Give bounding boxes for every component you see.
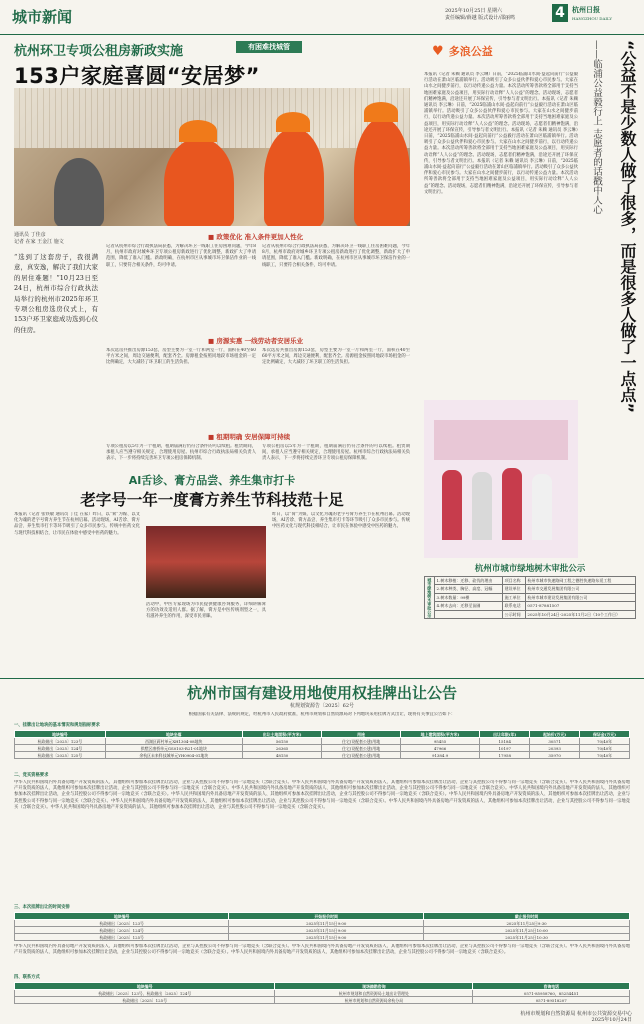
land-notice-footer: 杭州市规划和自然资源局 杭州市公共资源交易中心 2025年10月24日 bbox=[520, 1011, 632, 1023]
table-header: 出让年限(年) bbox=[480, 731, 530, 738]
table-header: 用途 bbox=[322, 731, 400, 738]
section-title: 城市新闻 bbox=[12, 8, 73, 26]
tree-notice-table bbox=[424, 576, 636, 619]
story1-tag: 有困难找城管 bbox=[236, 41, 302, 53]
story1-subhead-2: ■ 房源实惠 一线劳动者安居乐业 bbox=[208, 337, 304, 345]
table-cell: 施工单位 bbox=[503, 593, 526, 601]
story2-kicker: AI舌诊、膏方品尝、养生集市打卡 bbox=[128, 474, 296, 487]
table-cell: 4.树木去向：迁移至苗圃 bbox=[435, 602, 503, 610]
land-notice-number: 杭规划资源告〔2025〕62号 bbox=[289, 703, 355, 709]
sidebar-photo bbox=[424, 400, 578, 558]
table-cell: 建设单位 bbox=[503, 585, 526, 593]
table-header: 咨询电话 bbox=[473, 983, 630, 990]
table-header: 地块编号 bbox=[15, 913, 229, 920]
story1-para-1b: 记者从杭州市综合行政执法局获悉，为解决环卫一线职工住房困难问题，今年8月，杭州市政府对城乡环卫专项公租房新政进行了优化调整，新政扩大了申请范围，降低了准入门槛。新政明确，在杭州市区从事城市环卫保洁作业的一线职工，只要符合相关条件，均可申请。 bbox=[262, 244, 410, 268]
paper-domain: HANGZHOU DAILY bbox=[572, 16, 612, 21]
story2-para-2: 活动中，中医专家现场为市民提供健康咨询服务，详细讲解膏方的功效及适用人群。据了解，膏方是中医传统剂型之一，具有滋补养生的作用，深受市民青睐。 bbox=[146, 602, 266, 620]
heart-icon: ♥ bbox=[432, 44, 444, 59]
charity-logo bbox=[432, 40, 542, 58]
table-row: 杭政储出〔2025〕124号 2025年11月15日9:00 2025年11月25日10:00 bbox=[15, 927, 630, 934]
page-number: 4 bbox=[552, 4, 568, 22]
table-row: 杭政储出〔2025〕125号 杭州市规划和自然资源局余杭分局 0571-89518207 bbox=[15, 997, 630, 1004]
sidebar-vertical-subtitle: ——临浦公益毅行上 志愿者的话戳中人心 bbox=[591, 40, 602, 215]
story1-lead: “选到了这套房子，我很满意，真安逸，解决了我们大家的居住难题！”10月23日至24日，杭州市综合行政执法局举行的杭州市2025年环卫专项公租房选房仪式上，有153户环卫家庭成功选到心仪的住房。 bbox=[14, 253, 98, 334]
table-header: 地块编号 bbox=[15, 983, 275, 990]
table-cell: 2.树木种类、胸径、高度、冠幅 bbox=[435, 585, 503, 593]
land-sec-2: 二、竞买资格要求 bbox=[14, 773, 49, 778]
sidebar-article: 本报讯（记者 朱赖 通讯员 李云琳）日前，“2025临浦山水间·益起向前行”公益毅行活动在萧山区临浦镇举行。活动吸引了众多公益伙伴和爱心市民参与。大家在山水之间健步前行，以行动传递公益力量。本次活动所筹善款将全部用于支持当地困难家庭及公益项目，用实际行动诠释“人人公益”的理念。活动现场，志愿者们精神饱满，沿途还开展了环保宣传，引导参与者文明出行。本报讯（记者 朱赖 通讯员 李云琳）日前，“2025临浦山水间·益起向前行”公益毅行活动在萧山区临浦镇举行。活动吸引了众多公益伙伴和爱心市民参与。大家在山水之间健步前行，以行动传递公益力量。本次活动所筹善款将全部用于支持当地困难家庭及公益项目，用实际行动诠释“人人公益”的理念。活动现场，志愿者们精神饱满，沿途还开展了环保宣传，引导参与者文明出行。本报讯（记者 朱赖 通讯员 李云琳）日前，“2025临浦山水间·益起向前行”公益毅行活动在萧山区临浦镇举行。活动吸引了众多公益伙伴和爱心市民参与。大家在山水之间健步前行，以行动传递公益力量。本次活动所筹善款将全部用于支持当地困难家庭及公益项目，用实际行动诠释“人人公益”的理念。活动现场，志愿者们精神饱满，沿途还开展了环保宣传，引导参与者文明出行。本报讯（记者 朱赖 通讯员 李云琳）日前，“2025临浦山水间·益起向前行”公益毅行活动在萧山区临浦镇举行。活动吸引了众多公益伙伴和爱心市民参与。大家在山水之间健步前行，以行动传递公益力量。本次活动所筹善款将全部用于支持当地困难家庭及公益项目，用实际行动诠释“人人公益”的理念。活动现场，志愿者们精神饱满，沿途还开展了环保宣传，引导参与者文明出行。 bbox=[424, 72, 578, 195]
table-header: 开始报价时间 bbox=[229, 913, 424, 920]
land-table-4 bbox=[14, 982, 630, 1004]
table-header: 起始价(万元) bbox=[530, 731, 580, 738]
table-cell: 公示时间 bbox=[503, 610, 526, 618]
land-table-3 bbox=[14, 912, 630, 941]
story1-photo bbox=[14, 88, 410, 226]
table-row: 杭政储出〔2025〕124号 拱墅区康桥单元GS0103-R21-01地块 26365 住宅(设配套公建)用地 47966 10197 20393 70/40年 bbox=[15, 745, 630, 752]
land-intro: 根据国家有关法律、法规的规定，经杭州市人民政府批准，杭州市规划和自然资源局对下列地块采用挂牌方式出让，现将有关事宜公告如下： bbox=[188, 712, 456, 717]
date: 2025年10月25日 星期六 bbox=[445, 8, 503, 14]
table-cell: 杭州市交通发展集团有限公司 bbox=[525, 585, 635, 593]
editors: 责任编辑/薛越 版式设计/邵丽鸣 bbox=[445, 15, 515, 21]
table-cell: 1.树木移植：迁移、砍伐的理由 bbox=[435, 577, 503, 585]
table-row: 杭政储出〔2025〕123号 2025年11月15日9:00 2025年11月25日9:30 bbox=[15, 920, 630, 927]
story1-para-3b: 专项公租房以5年为一个租期，租期届满后仍符合条件的可以续租。租赁期间，承租人应当遵守相关规定，合理使用房屋。杭州市综合行政执法局相关负责人表示，下一步将持续完善环卫专项公租房保障机制。 bbox=[262, 444, 410, 462]
story1-subhead-3: ■ 租期明确 安居保障可持续 bbox=[208, 433, 291, 441]
table-cell: 联系电话 bbox=[503, 602, 526, 610]
story2-headline: 老字号一年一度膏方养生节科技范十足 bbox=[80, 491, 344, 509]
table-row: 杭政储出〔2025〕123号 西湖区蒋村单元XH1304-08地块 56150 住宅(设配套公建)用地 95455 15184 30571 70/40年 bbox=[15, 738, 630, 745]
table-header: 地块坐落 bbox=[105, 731, 242, 738]
story2-para-3: 昨日，以“膏”为媒、以文化为魂的老字号膏方养生节在杭州启幕。活动现场，AI舌诊、膏方品尝、养生集市打卡等环节吸引了众多市民参与。传统中医药文化与现代科技相结合，让市民在体验中感受中医药的魅力。 bbox=[272, 512, 410, 530]
tree-notice-title: 杭州市城市绿地树木审批公示 bbox=[474, 564, 586, 574]
story1-headline: 153户家庭喜圆“安居梦” bbox=[14, 64, 260, 88]
table-header: 现场踏勘咨询 bbox=[275, 983, 473, 990]
table-header: 地上建筑面积(平方米) bbox=[400, 731, 480, 738]
tree-side-label: 城市绿地树木审批公示 bbox=[425, 577, 435, 619]
table-row: 杭政储出〔2025〕125号 余杭区未来科技城单元YH0904-01地块 48150 住宅(设配套公建)用地 91384.9 17958 35970 70/40年 bbox=[15, 752, 630, 759]
table-cell: 3.树木数量：99棵 bbox=[435, 593, 503, 601]
story1-para-3a: 专项公租房以5年为一个租期，租期届满后仍符合条件的可以续租。租赁期间，承租人应当遵守相关规定，合理使用房屋。杭州市综合行政执法局相关负责人表示，下一步将持续完善环卫专项公租房保障机制。 bbox=[106, 444, 256, 462]
table-cell: 2025年10月24日-2025年11月2日（10个工作日） bbox=[525, 610, 635, 618]
sub1-text: 政策优化 准入条件更加人性化 bbox=[216, 233, 304, 241]
land-terms-2: 中华人民共和国境内外具备房地产开发资质的法人、其他组织可参加本次挂牌出让活动，企业与其控股公司不得参与同一宗地竞买（含联合竞买）。中华人民共和国境内外具备房地产开发资质的法人、其他组织可参加本次挂牌出让活动，企业与其控股公司不得参与同一宗地竞买（含联合竞买）。中华人民共和国境内外具备房地产开发资质的法人、其他组织可参加本次挂牌出让活动，企业与其控股公司不得参与同一宗地竞买（含联合竞买）。中华人民共和国境内外具备房地产开发资质的法人、其他组织可参加本次挂牌出让活动，企业与其控股公司不得参与同一宗地竞买（含联合竞买）。 bbox=[14, 944, 630, 956]
land-sec-3: 三、本次挂牌出让的时间安排 bbox=[14, 905, 70, 910]
story1-para-2a: 本次选房共推出房源153套，房型主要为一室一厅和两室一厅，面积在40至60平方米之间，周边交通便利，配套齐全。房源租金按照同地段市场租金的一定比例确定，大大减轻了环卫职工的生活负担。 bbox=[106, 348, 256, 366]
land-notice-title: 杭州市国有建设用地使用权挂牌出让公告 bbox=[186, 684, 457, 702]
story2-para-1: 本报讯（记者 张铁敏 通讯员 丁佳 在家）昨日，以“膏”为媒、以文化为魂的老字号膏方养生节在杭州启幕。活动现场，AI舌诊、膏方品尝、养生集市打卡等环节吸引了众多市民参与。传统中医药文化与现代科技相结合，让市民在体验中感受中医药的魅力。 bbox=[14, 512, 140, 536]
paper-name: 杭州日报 bbox=[572, 5, 600, 14]
story1-para-1a: 记者从杭州市综合行政执法局获悉，为解决环卫一线职工住房困难问题，今年8月，杭州市政府对城乡环卫专项公租房新政进行了优化调整，新政扩大了申请范围，降低了准入门槛。新政明确，在杭州市区从事城市环卫保洁作业的一线职工，只要符合相关条件，均可申请。 bbox=[106, 244, 256, 268]
sub2-text: 房源实惠 一线劳动者安居乐业 bbox=[216, 337, 304, 345]
table-row: 杭政储出〔2025〕125号 2025年11月15日9:00 2025年11月25日10:30 bbox=[15, 934, 630, 941]
charity-logo-text: 多浪公益 bbox=[448, 45, 493, 58]
dateline bbox=[445, 8, 515, 22]
table-cell: 杭州市城市建设发展集团有限公司 bbox=[525, 593, 635, 601]
story1-byline: 通讯员 丁佳彦 记者 在家 王金江 施文 bbox=[14, 232, 64, 245]
story1-subhead-1: ■ 政策优化 准入条件更加人性化 bbox=[208, 233, 304, 241]
story2-photo bbox=[146, 526, 266, 598]
story1-title: 杭州环卫专项公租房新政实施 bbox=[14, 44, 184, 59]
table-header: 出让土地面积(平方米) bbox=[242, 731, 322, 738]
sub3-text: 租期明确 安居保障可持续 bbox=[216, 433, 291, 441]
land-divider bbox=[0, 678, 644, 679]
table-cell: 0571-87881507 bbox=[525, 602, 635, 610]
page-header bbox=[0, 0, 644, 35]
table-header: 截止报价时间 bbox=[424, 913, 630, 920]
land-terms: 中华人民共和国境内外具备房地产开发资质的法人、其他组织可参加本次挂牌出让活动，企业与其控股公司不得参与同一宗地竞买（含联合竞买）。中华人民共和国境内外具备房地产开发资质的法人、其他组织可参加本次挂牌出让活动，企业与其控股公司不得参与同一宗地竞买（含联合竞买）。中华人民共和国境内外具备房地产开发资质的法人、其他组织可参加本次挂牌出让活动，企业与其控股公司不得参与同一宗地竞买（含联合竞买）。中华人民共和国境内外具备房地产开发资质的法人、其他组织可参加本次挂牌出让活动，企业与其控股公司不得参与同一宗地竞买（含联合竞买）。中华人民共和国境内外具备房地产开发资质的法人、其他组织可参加本次挂牌出让活动，企业与其控股公司不得参与同一宗地竞买（含联合竞买）。中华人民共和国境内外具备房地产开发资质的法人、其他组织可参加本次挂牌出让活动，企业与其控股公司不得参与同一宗地竞买（含联合竞买）。中华人民共和国境内外具备房地产开发资质的法人、其他组织可参加本次挂牌出让活动，企业与其控股公司不得参与同一宗地竞买（含联合竞买）。中华人民共和国境内外具备房地产开发资质的法人、其他组织可参加本次挂牌出让活动，企业与其控股公司不得参与同一宗地竞买（含联合竞买）。中华人民共和国境内外具备房地产开发资质的法人、其他组织可参加本次挂牌出让活动，企业与其控股公司不得参与同一宗地竞买（含联合竞买）。中华人民共和国境内外具备房地产开发资质的法人、其他组织可参加本次挂牌出让活动，企业与其控股公司不得参与同一宗地竞买（含联合竞买）。 bbox=[14, 780, 630, 810]
land-sec-4: 四、联系方式 bbox=[14, 975, 40, 980]
story1-para-2b: 本次选房共推出房源153套，房型主要为一室一厅和两室一厅，面积在40至60平方米之间，周边交通便利，配套齐全。房源租金按照同地段市场租金的一定比例确定，大大减轻了环卫职工的生活负担。 bbox=[262, 348, 410, 366]
table-cell: 杭州市城市快速路网工程之德胜快速路东延工程 bbox=[525, 577, 635, 585]
table-cell: 项目名称 bbox=[503, 577, 526, 585]
sidebar-vertical-title: “公益不是少数人做了很多，而是很多人做了一点点” bbox=[618, 40, 637, 414]
table-row: 杭政储出〔2025〕123号、杭政储出〔2025〕124号 杭州市规划和自然资源局土地出让管理处 0571-85958760，85254451 bbox=[15, 990, 630, 997]
table-header: 地块编号 bbox=[15, 731, 106, 738]
table-header: 保证金(万元) bbox=[580, 731, 630, 738]
table-cell bbox=[435, 610, 503, 618]
land-sec-1: 一、挂牌出让地块的基本情况和规划指标要求 bbox=[14, 723, 100, 728]
land-table-1 bbox=[14, 730, 630, 759]
